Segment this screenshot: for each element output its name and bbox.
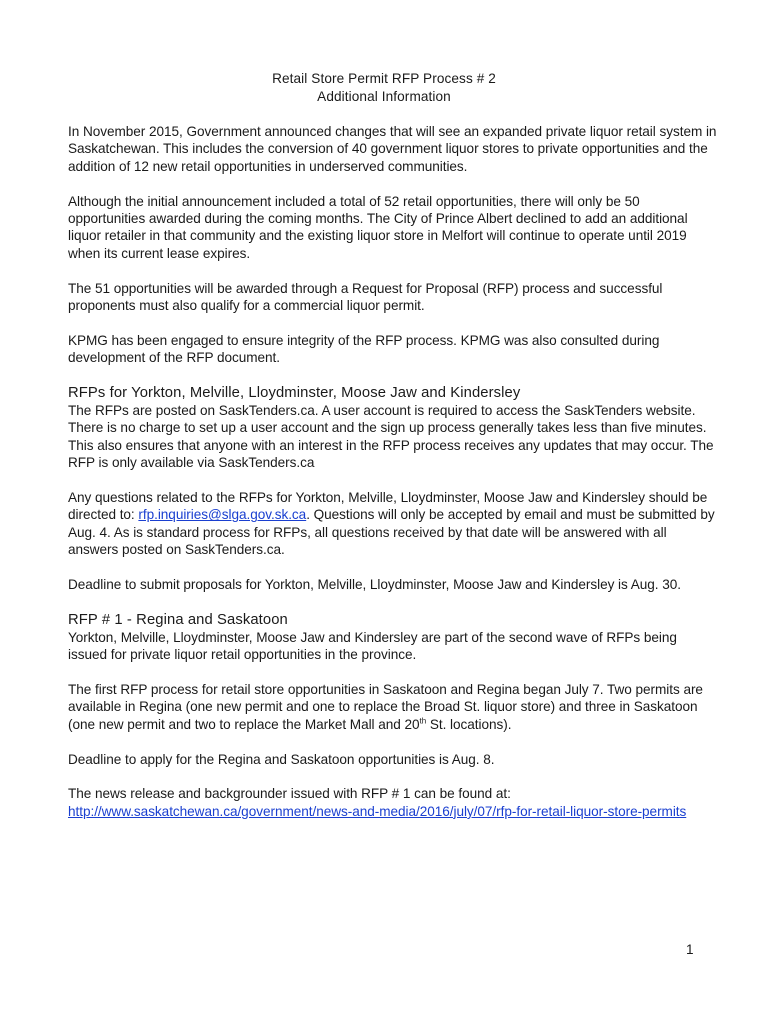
inquiries-email-link[interactable]: rfp.inquiries@slga.gov.sk.ca	[138, 507, 307, 523]
ordinal-superscript: th	[419, 716, 427, 726]
rfp1-p2-text-before: The first RFP process for retail store opportunities in Saskatoon and Regina began July 7. Two permits are available in Regina (one new permit and one to replace the Broad St. liquor store) and three in Saskatoon (one new permit and two to replace the Market Mall and 20	[68, 682, 703, 732]
rfp2-p2-text-before: Any questions related to the RFPs for Yorkton, Melville, Lloydminster, Moose Jaw and Kindersley should be directed to:	[68, 490, 708, 523]
section-heading-rfp2: RFPs for Yorkton, Melville, Lloydminster, Moose Jaw and Kindersley	[68, 385, 521, 402]
document-title: Retail Store Permit RFP Process # 2	[272, 71, 496, 86]
document-subtitle: Additional Information	[317, 89, 451, 104]
rfp1-paragraph-3: Deadline to apply for the Regina and Saskatoon opportunities is Aug. 8.	[68, 751, 495, 767]
rfp1-p4-text: The news release and backgrounder issued with RFP # 1 can be found at:	[68, 786, 511, 802]
section-heading-rfp1: RFP # 1 - Regina and Saskatoon	[68, 611, 288, 628]
title-block	[0, 70, 768, 106]
rfp1-paragraph-2	[68, 681, 718, 733]
rfp2-p2-text-after: . Questions will only be accepted by email and must be submitted by Aug. 4. As is standard process for RFPs, all questions received by that date will be answered with all answers posted on SaskTenders.ca.	[68, 507, 715, 558]
intro-paragraph-3: The 51 opportunities will be awarded through a Request for Proposal (RFP) process and successful proponents must also qualify for a commercial liquor permit.	[68, 280, 663, 314]
intro-paragraph-1: In November 2015, Government announced changes that will see an expanded private liquor retail system in Saskatchewan. This includes the conversion of 40 government liquor stores to private opportunities and the addition of 12 new retail opportunities in underserved communities.	[68, 124, 717, 174]
rfp1-paragraph-4	[68, 785, 718, 820]
document-body	[68, 123, 718, 838]
rfp2-paragraph-2	[68, 489, 718, 559]
rfp2-paragraph-1: The RFPs are posted on SaskTenders.ca. A user account is required to access the SaskTenders website. There is no charge to set up a user account and the sign up process generally takes less than five minutes. This also ensures that anyone with an interest in the RFP process receives any updates that may occur. The RFP is only available via SaskTenders.ca	[68, 403, 714, 471]
rfp1-paragraph-1: Yorkton, Melville, Lloydminster, Moose Jaw and Kindersley are part of the second wave of RFPs being issued for private liquor retail opportunities in the province.	[68, 629, 677, 663]
page-number: 1	[686, 942, 694, 957]
intro-paragraph-2: Although the initial announcement included a total of 52 retail opportunities, there will only be 50 opportunities awarded during the coming months. The City of Prince Albert declined to add an additional liquor retailer in that community and the existing liquor store in Melfort will continue to operate until 2019 when its current lease expires.	[68, 193, 688, 261]
rfp1-p2-text-after: St. locations).	[426, 716, 512, 732]
rfp2-paragraph-3: Deadline to submit proposals for Yorkton, Melville, Lloydminster, Moose Jaw and Kindersley is Aug. 30.	[68, 577, 681, 593]
intro-paragraph-4: KPMG has been engaged to ensure integrity of the RFP process. KPMG was also consulted during development of the RFP document.	[68, 332, 660, 366]
news-release-link[interactable]: http://www.saskatchewan.ca/government/news-and-media/2016/july/07/rfp-for-retail-liquor-store-permits	[68, 803, 687, 819]
